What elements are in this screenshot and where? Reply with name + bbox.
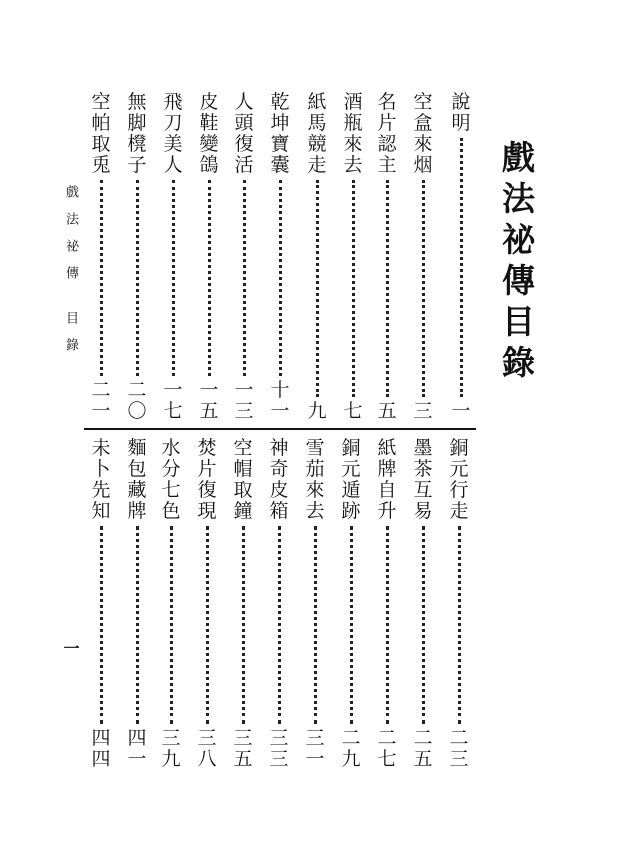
toc-entry-page: 三 八: [197, 727, 217, 770]
toc-entry-page: 一 五: [199, 379, 219, 422]
toc-entry: [124, 438, 150, 770]
toc-entry-page: 十 一: [270, 379, 290, 422]
toc-entry: [338, 438, 364, 770]
section-divider: [84, 428, 476, 430]
dot-leader: [422, 526, 425, 724]
dot-leader: [422, 180, 425, 397]
toc-entry: [158, 438, 184, 770]
toc-entry: [410, 438, 436, 770]
toc-entry: [88, 92, 114, 422]
toc-entry-title: 墨 茶 互 易: [413, 437, 433, 522]
dot-leader: [278, 526, 281, 724]
toc-entry: [124, 92, 150, 422]
toc-entry-page: 二 〇: [127, 379, 147, 422]
toc-entry-page: 五: [377, 400, 397, 422]
dot-leader: [316, 180, 319, 397]
dot-leader: [386, 180, 389, 397]
toc-entry: [410, 92, 436, 422]
dot-leader: [460, 138, 463, 397]
toc-entry: [267, 92, 293, 422]
dot-leader: [172, 180, 175, 376]
dot-leader: [100, 180, 103, 376]
toc-entry-page: 二 三: [449, 727, 469, 770]
toc-entry-page: 三: [413, 400, 433, 422]
toc-entry: [230, 438, 256, 770]
toc-entry-title: 酒 瓶 來 去: [343, 91, 363, 176]
toc-entry-title: 紙 牌 自 升: [377, 437, 397, 522]
toc-entry-title: 紙 馬 競 走: [307, 91, 327, 176]
toc-entry: [374, 438, 400, 770]
toc-entry-title: 飛 刀 美 人: [163, 91, 183, 176]
toc-entry: [446, 438, 472, 770]
dot-leader: [352, 180, 355, 397]
toc-entry-page: 九: [307, 400, 327, 422]
dot-leader: [386, 526, 389, 724]
toc-entry-title: 名 片 認 主: [377, 91, 397, 176]
toc-entry-page: 二 七: [377, 727, 397, 770]
toc-entry-title: 水 分 七 色: [161, 437, 181, 522]
page-title: 戲法祕傳目錄: [497, 140, 536, 386]
toc-entry-title: 空 帽 取 鐘: [233, 437, 253, 522]
toc-entry: [194, 438, 220, 770]
toc-entry-title: 說 明: [451, 91, 471, 134]
dot-leader: [458, 526, 461, 724]
toc-entry-title: 皮 鞋 變 鴿: [199, 91, 219, 176]
dot-leader: [100, 526, 103, 724]
toc-entry-title: 焚 片 復 現: [197, 437, 217, 522]
toc-entry-title: 銅 元 行 走: [449, 437, 469, 522]
toc-entry-title: 空 盒 來 烟: [413, 91, 433, 176]
toc-entry: [302, 438, 328, 770]
toc-entry: [196, 92, 222, 422]
toc-entry-page: 二 九: [341, 727, 361, 770]
dot-leader: [279, 180, 282, 376]
toc-entry: [374, 92, 400, 422]
toc-entry-page: 三 九: [161, 727, 181, 770]
toc-entry: [304, 92, 330, 422]
toc-entry-title: 空 帕 取 兎: [91, 91, 111, 176]
toc-entry-title: 神 奇 皮 箱: [269, 437, 289, 522]
dot-leader: [208, 180, 211, 376]
dot-leader: [314, 526, 317, 724]
dot-leader: [243, 180, 246, 376]
dot-leader: [136, 526, 139, 724]
dot-leader: [170, 526, 173, 724]
toc-entry-title: 麵 包 藏 牌: [127, 437, 147, 522]
dot-leader: [242, 526, 245, 724]
toc-entry-page: 三 三: [269, 727, 289, 770]
toc-entry: [88, 438, 114, 770]
page-number: 一: [61, 640, 80, 656]
toc-entry-page: 四 四: [91, 727, 111, 770]
dot-leader: [136, 180, 139, 376]
toc-entry-title: 人 頭 復 活: [234, 91, 254, 176]
dot-leader: [206, 526, 209, 724]
toc-entry-title: 銅 元 遁 跡: [341, 437, 361, 522]
toc-entry-title: 乾 坤 寶 囊: [270, 91, 290, 176]
toc-entry-title: 無 脚 櫈 子: [127, 91, 147, 176]
toc-entry: [231, 92, 257, 422]
toc-entry-page: 二 一: [91, 379, 111, 422]
toc-entry-page: 七: [343, 400, 363, 422]
toc-entry: [266, 438, 292, 770]
running-head: 戲法祕傳 目錄: [63, 185, 78, 366]
dot-leader: [350, 526, 353, 724]
toc-entry: [340, 92, 366, 422]
toc-entry-page: 一: [451, 400, 471, 422]
toc-entry-title: 未 卜 先 知: [91, 437, 111, 522]
toc-entry-page: 一 三: [234, 379, 254, 422]
toc-entry: [160, 92, 186, 422]
toc-entry-page: 三 五: [233, 727, 253, 770]
toc-entry-page: 一 七: [163, 379, 183, 422]
toc-entry-page: 四 一: [127, 727, 147, 770]
toc-entry-page: 三 一: [305, 727, 325, 770]
toc-entry-title: 雪 茄 來 去: [305, 437, 325, 522]
toc-entry: [448, 92, 474, 422]
toc-entry-page: 二 五: [413, 727, 433, 770]
